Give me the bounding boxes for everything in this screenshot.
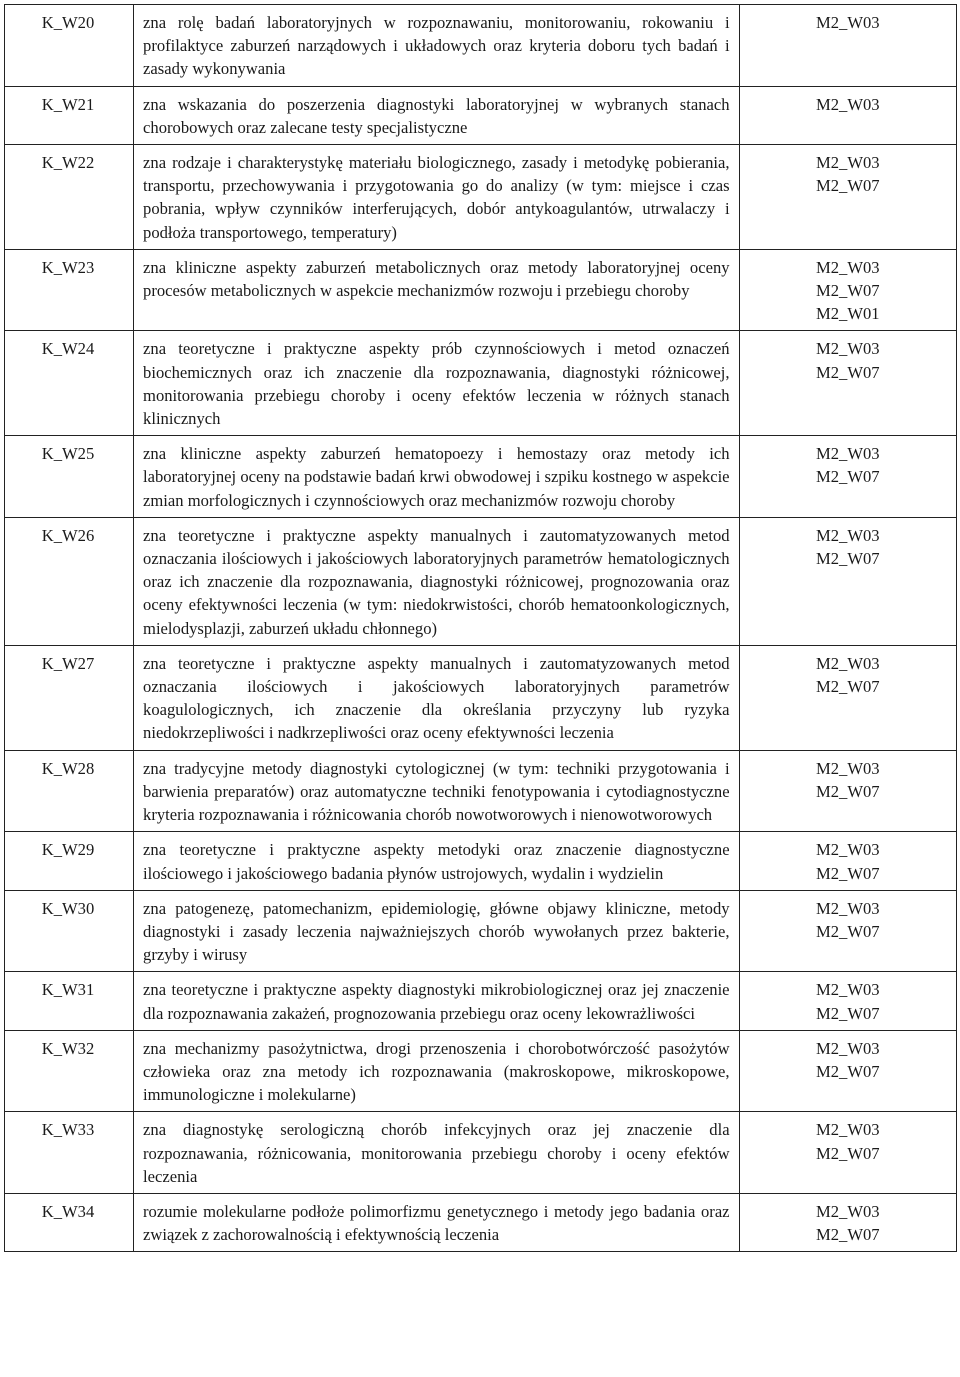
outcome-description: zna tradycyjne metody diagnostyki cytologicznej (w tym: techniki przygotowania i barwienia preparatów) oraz automatyczne techniki fenotypowania i cytodiagnostyczne kryteria rozpoznawania i różnicowania chorób nowotworowych i nienowotworowych: [134, 750, 740, 832]
outcome-code: K_W24: [5, 331, 134, 436]
outcome-description: zna teoretyczne i praktyczne aspekty prób czynnościowych i metod oznaczeń biochemicznych oraz ich znaczenie dla rozpoznawania, diagnostyki różnicowej, monitorowania przebiegu choroby i oceny efektów leczenia w różnych stanach klinicznych: [134, 331, 740, 436]
table-row: [5, 517, 957, 645]
table-row: [5, 1030, 957, 1112]
reference-code: M2_W01: [815, 304, 880, 324]
table-row: [5, 145, 957, 250]
outcome-references: [739, 890, 956, 972]
reference-code: M2_W07: [815, 781, 880, 801]
outcome-code: K_W23: [5, 249, 134, 331]
reference-code: M2_W03: [815, 94, 880, 114]
outcome-references: [739, 436, 956, 518]
outcome-code: K_W27: [5, 645, 134, 750]
outcome-description: zna kliniczne aspekty zaburzeń metabolicznych oraz metody laboratoryjnej oceny procesów metabolicznych w aspekcie mechanizmów rozwoju i przebiegu choroby: [134, 249, 740, 331]
outcome-description: zna mechanizmy pasożytnictwa, drogi przenoszenia i chorobotwórczość pasożytów człowieka oraz zna metody ich rozpoznawania (makroskopowe, mikroskopowe, immunologiczne i molekularne): [134, 1030, 740, 1112]
table-row: [5, 1193, 957, 1251]
outcome-description: zna wskazania do poszerzenia diagnostyki laboratoryjnej w wybranych stanach chorobowych oraz zalecane testy specjalistyczne: [134, 86, 740, 144]
reference-code: M2_W03: [815, 339, 880, 359]
outcome-code: K_W29: [5, 832, 134, 890]
table-row: [5, 331, 957, 436]
outcome-references: [739, 1193, 956, 1251]
reference-code: M2_W03: [815, 980, 880, 1000]
reference-code: M2_W07: [815, 1225, 880, 1245]
outcome-references: [739, 832, 956, 890]
outcome-description: rozumie molekularne podłoże polimorfizmu genetycznego i metody jego badania oraz związek z zachorowalnością i efektywnością leczenia: [134, 1193, 740, 1251]
outcome-description: zna teoretyczne i praktyczne aspekty diagnostyki mikrobiologicznej oraz jej znaczenie dla rozpoznawania zakażeń, prognozowania przebiegu oraz oceny lekowrażliwości: [134, 972, 740, 1030]
reference-code: M2_W07: [815, 176, 880, 196]
reference-code: M2_W07: [815, 921, 880, 941]
outcome-references: [739, 1112, 956, 1194]
outcome-description: zna rolę badań laboratoryjnych w rozpoznawaniu, monitorowaniu, rokowaniu i profilaktyce zaburzeń narządowych i układowych oraz kryteria doboru tych badań i zasady wykonywania: [134, 5, 740, 87]
outcome-code: K_W22: [5, 145, 134, 250]
outcome-references: [739, 249, 956, 331]
outcome-code: K_W32: [5, 1030, 134, 1112]
outcome-code: K_W20: [5, 5, 134, 87]
table-body: [5, 5, 957, 1252]
reference-code: M2_W07: [815, 549, 880, 569]
outcome-references: [739, 972, 956, 1030]
reference-code: M2_W03: [815, 257, 880, 277]
outcome-description: zna rodzaje i charakterystykę materiału biologicznego, zasady i metodykę pobierania, transportu, przechowywania i przygotowania go do analizy (w tym: miejsce i czas pobrania, wpływ czynników interferujących, dobór antykoagulantów, utrwalaczy i podłoża transportowego, temperatury): [134, 145, 740, 250]
reference-code: M2_W07: [815, 467, 880, 487]
table-row: [5, 890, 957, 972]
reference-code: M2_W07: [815, 863, 880, 883]
outcome-references: [739, 750, 956, 832]
outcome-code: K_W31: [5, 972, 134, 1030]
learning-outcomes-table: [4, 4, 957, 1252]
reference-code: M2_W03: [815, 653, 880, 673]
outcome-references: [739, 5, 956, 87]
outcome-references: [739, 1030, 956, 1112]
outcome-description: zna patogenezę, patomechanizm, epidemiologię, główne objawy kliniczne, metody diagnostyki i zasady leczenia najważniejszych chorób wywołanych przez bakterie, grzyby i wirusy: [134, 890, 740, 972]
reference-code: M2_W07: [815, 281, 880, 301]
outcome-description: zna teoretyczne i praktyczne aspekty manualnych i zautomatyzowanych metod oznaczania ilościowych i jakościowych laboratoryjnych parametrów hematologicznych oraz ich znaczenie dla rozpoznawania, diagnostyki różnicowej, prognozowania oraz oceny efektywności leczenia (w tym: niedokrwistości, chorób hematoonkologicznych, mielodysplazji, zaburzeń układu chłonnego): [134, 517, 740, 645]
outcome-code: K_W34: [5, 1193, 134, 1251]
table-row: [5, 436, 957, 518]
outcome-description: zna diagnostykę serologiczną chorób infekcyjnych oraz jej znaczenie dla rozpoznawania, różnicowania, monitorowania przebiegu choroby i oceny efektów leczenia: [134, 1112, 740, 1194]
reference-code: M2_W07: [815, 1003, 880, 1023]
outcome-description: zna teoretyczne i praktyczne aspekty metodyki oraz znaczenie diagnostyczne ilościowego i jakościowego badania płynów ustrojowych, wydalin i wydzielin: [134, 832, 740, 890]
reference-code: M2_W07: [815, 362, 880, 382]
reference-code: M2_W07: [815, 1061, 880, 1081]
table-row: [5, 750, 957, 832]
outcome-references: [739, 86, 956, 144]
reference-code: M2_W03: [815, 525, 880, 545]
outcome-code: K_W25: [5, 436, 134, 518]
outcome-code: K_W30: [5, 890, 134, 972]
outcome-references: [739, 331, 956, 436]
outcome-description: zna kliniczne aspekty zaburzeń hematopoezy i hemostazy oraz metody ich laboratoryjnej oceny na podstawie badań krwi obwodowej i szpiku kostnego w aspekcie zmian morfologicznych i czynnościowych oraz mechanizmów rozwoju choroby: [134, 436, 740, 518]
reference-code: M2_W03: [815, 1201, 880, 1221]
table-row: [5, 832, 957, 890]
table-row: [5, 5, 957, 87]
outcome-references: [739, 645, 956, 750]
table-row: [5, 645, 957, 750]
reference-code: M2_W03: [815, 153, 880, 173]
table-row: [5, 972, 957, 1030]
reference-code: M2_W03: [815, 13, 880, 32]
reference-code: M2_W03: [815, 444, 880, 464]
reference-code: M2_W03: [815, 840, 880, 860]
reference-code: M2_W03: [815, 898, 880, 918]
outcome-references: [739, 517, 956, 645]
reference-code: M2_W03: [815, 1038, 880, 1058]
table-row: [5, 249, 957, 331]
reference-code: M2_W07: [815, 677, 880, 697]
outcome-code: K_W26: [5, 517, 134, 645]
reference-code: M2_W07: [815, 1143, 880, 1163]
table-row: [5, 1112, 957, 1194]
reference-code: M2_W03: [815, 1120, 880, 1140]
outcome-references: [739, 145, 956, 250]
outcome-description: zna teoretyczne i praktyczne aspekty manualnych i zautomatyzowanych metod oznaczania ilościowych i jakościowych laboratoryjnych parametrów koagulologicznych, ich znaczenie dla określania przyczyny lub ryzyka niedokrzepliwości i nadkrzepliwości oraz oceny efektywności leczenia: [134, 645, 740, 750]
outcome-code: K_W28: [5, 750, 134, 832]
table-row: [5, 86, 957, 144]
outcome-code: K_W21: [5, 86, 134, 144]
reference-code: M2_W03: [815, 758, 880, 778]
outcome-code: K_W33: [5, 1112, 134, 1194]
